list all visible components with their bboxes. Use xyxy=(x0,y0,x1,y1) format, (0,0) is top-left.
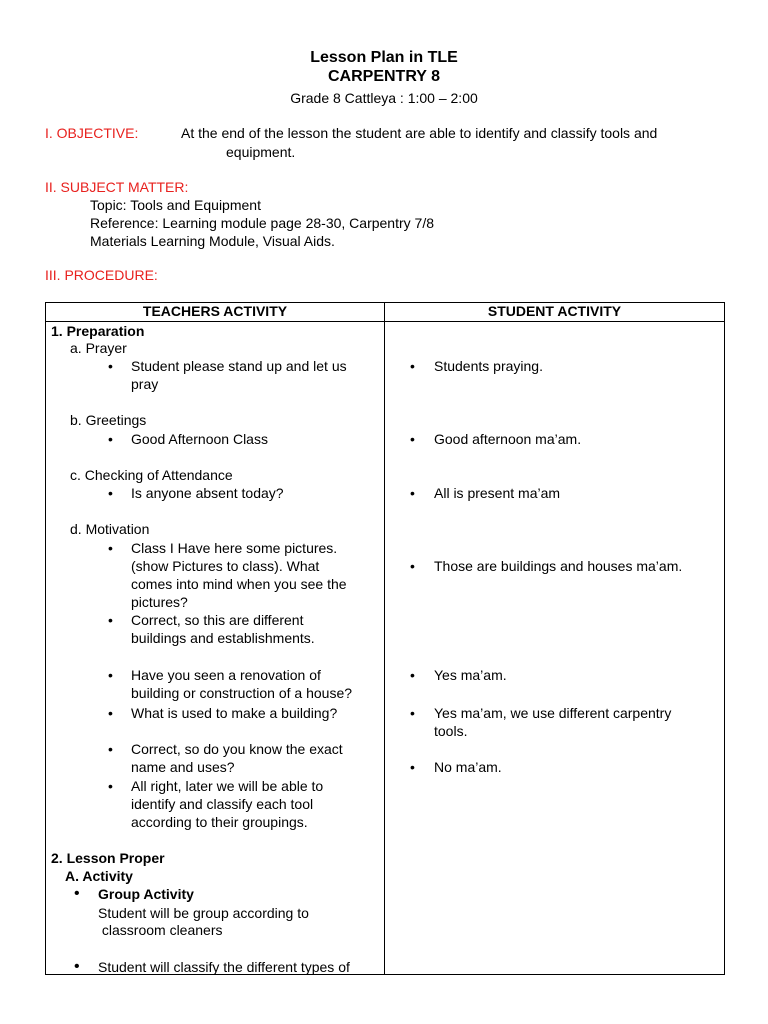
page-title: Lesson Plan in TLE xyxy=(310,49,458,66)
bullet: • xyxy=(108,705,113,721)
bullet: • xyxy=(410,667,415,683)
student-response-prayer: Students praying. xyxy=(434,358,543,374)
objective-text-line2: equipment. xyxy=(226,144,296,160)
student-response-tools-line1: Yes ma’am, we use different carpentry xyxy=(434,705,672,721)
procedure-label: III. PROCEDURE: xyxy=(45,267,158,283)
bullet: • xyxy=(410,431,415,447)
prayer-bullet-line1: Student please stand up and let us xyxy=(131,358,347,374)
bullet: • xyxy=(410,705,415,721)
student-activity-header: STUDENT ACTIVITY xyxy=(385,303,725,322)
subject-matter-label: II. SUBJECT MATTER: xyxy=(45,179,189,195)
motivation-bullet3-line2: building or construction of a house? xyxy=(131,685,353,701)
procedure-table xyxy=(45,302,725,975)
motivation-bullet2-line2: buildings and establishments. xyxy=(131,630,315,646)
bullet: • xyxy=(108,485,113,501)
bullet: • xyxy=(108,358,113,374)
motivation-bullet6-line2: identify and classify each tool xyxy=(131,796,314,812)
student-response-attendance: All is present ma’am xyxy=(434,485,561,501)
materials-line: Materials Learning Module, Visual Aids. xyxy=(90,233,335,249)
motivation-bullet1-line2: (show Pictures to class). What xyxy=(131,558,320,574)
attendance-heading: c. Checking of Attendance xyxy=(70,467,233,483)
group-activity-text-line2: classroom cleaners xyxy=(98,922,223,938)
greetings-heading: b. Greetings xyxy=(70,412,147,428)
reference-line: Reference: Learning module page 28-30, Carpentry 7/8 xyxy=(90,215,434,231)
bullet: • xyxy=(108,778,113,794)
student-response-names: No ma’am. xyxy=(434,759,502,775)
student-activity-cell xyxy=(385,322,725,975)
bullet: • xyxy=(74,958,80,975)
motivation-bullet1-line1: Class I Have here some pictures. xyxy=(131,540,338,556)
bullet: • xyxy=(410,358,415,374)
motivation-heading: d. Motivation xyxy=(70,521,150,537)
bullet: • xyxy=(108,667,113,683)
prayer-bullet-line2: pray xyxy=(131,376,159,392)
bullet: • xyxy=(410,759,415,775)
procedure-table-header xyxy=(46,303,725,322)
preparation-heading: 1. Preparation xyxy=(51,323,145,339)
teachers-activity-header: TEACHERS ACTIVITY xyxy=(46,303,385,322)
objective-label: I. OBJECTIVE: xyxy=(45,125,139,141)
procedure-table-body xyxy=(46,322,725,975)
motivation-bullet6-line1: All right, later we will be able to xyxy=(131,778,324,794)
group-activity-heading: Group Activity xyxy=(98,886,194,902)
bullet: • xyxy=(108,540,113,556)
bullet: • xyxy=(410,558,415,574)
student-response-greeting: Good afternoon ma’am. xyxy=(434,431,582,447)
classify-bullet: Student will classify the different types of xyxy=(98,959,350,975)
activity-heading: A. Activity xyxy=(65,868,133,884)
motivation-bullet6-line3: according to their groupings. xyxy=(131,814,308,830)
student-response-pictures: Those are buildings and houses ma’am. xyxy=(434,558,683,574)
motivation-bullet1-line4: pictures? xyxy=(131,594,188,610)
lesson-proper-heading: 2. Lesson Proper xyxy=(51,850,165,866)
group-activity-text-line1: Student will be group according to xyxy=(98,905,309,921)
bullet: • xyxy=(410,485,415,501)
bullet: • xyxy=(108,612,113,628)
prayer-heading: a. Prayer xyxy=(70,340,127,356)
bullet: • xyxy=(108,741,113,757)
attendance-bullet: Is anyone absent today? xyxy=(131,485,284,501)
student-response-tools-line2: tools. xyxy=(434,723,468,739)
bullet: • xyxy=(74,885,80,902)
motivation-bullet1-line3: comes into mind when you see the xyxy=(131,576,347,592)
page-subtitle: CARPENTRY 8 xyxy=(327,68,441,85)
objective-text-line1: At the end of the lesson the student are able to identify and classify tools and xyxy=(181,125,658,141)
student-response-renovation: Yes ma’am. xyxy=(434,667,507,683)
motivation-bullet4: What is used to make a building? xyxy=(131,705,338,721)
motivation-bullet2-line1: Correct, so this are different xyxy=(131,612,304,628)
topic-line: Topic: Tools and Equipment xyxy=(90,197,261,213)
bullet: • xyxy=(108,431,113,447)
greetings-bullet: Good Afternoon Class xyxy=(131,431,268,447)
motivation-bullet5-line1: Correct, so do you know the exact xyxy=(131,741,343,757)
schedule-line: Grade 8 Cattleya : 1:00 – 2:00 xyxy=(290,90,478,106)
motivation-bullet3-line1: Have you seen a renovation of xyxy=(131,667,321,683)
teacher-activity-cell xyxy=(46,322,385,975)
motivation-bullet5-line2: name and uses? xyxy=(131,759,235,775)
